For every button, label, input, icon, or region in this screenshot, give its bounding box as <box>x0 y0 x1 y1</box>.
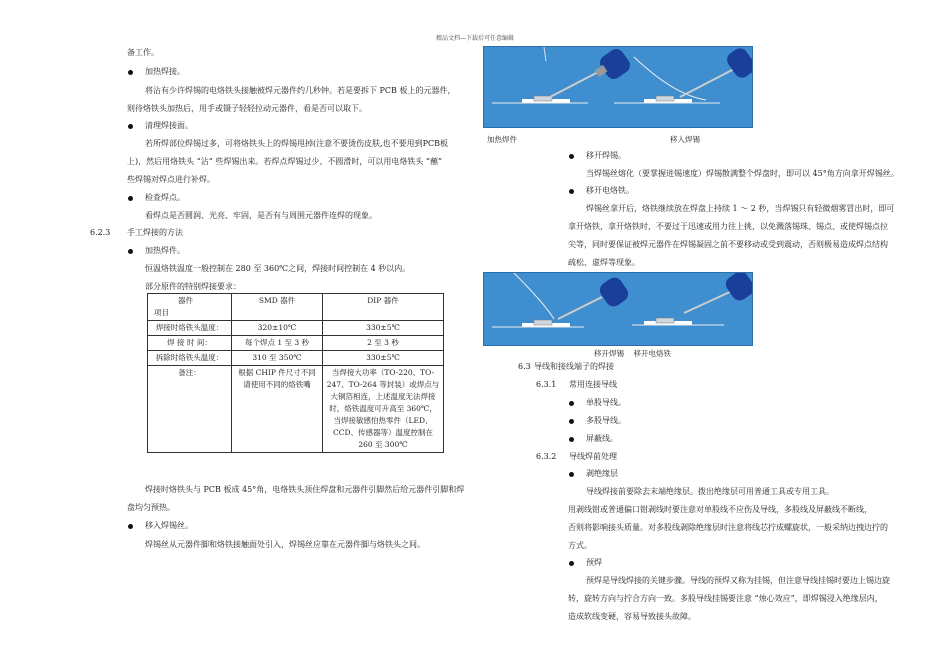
bullet <box>569 419 574 424</box>
table-row <box>148 294 444 321</box>
heat-part-title: 加热焊件。 <box>145 246 185 255</box>
table-header-dip: DIP 器件 <box>323 294 444 321</box>
table-cell-label: 焊接时烙铁头温度： <box>148 321 232 336</box>
bullet <box>128 196 133 201</box>
page-header: 精品文档---下载后可任意编辑 <box>435 35 515 42</box>
heat-text-1: 将沾有少许焊锡的电烙铁头接触被焊元器件约几秒钟。若是要拆下 PCB 板上的元器件， <box>145 86 456 95</box>
bullet <box>569 189 574 194</box>
bullet <box>128 524 133 529</box>
table-cell-label: 备注： <box>148 366 232 453</box>
section-title: 手工焊接的方法 <box>127 228 183 237</box>
clean-title: 清理焊接面。 <box>145 121 193 130</box>
heat-text-2: 则待烙铁头加热后，用手或镊子轻轻拉动元器件，看是否可以取下。 <box>127 104 367 113</box>
pre-tin-title: 预焊 <box>586 558 602 567</box>
table-cell: 2 至 3 秒 <box>323 336 444 351</box>
prep-end-text: 备工作。 <box>127 48 159 57</box>
section-6-3-1-title: 常用连接导线 <box>569 380 617 389</box>
section-number: 6.2.3 <box>90 228 111 237</box>
section-6-3-title: 导线和接线端子的焊接 <box>534 362 614 371</box>
bullet <box>569 154 574 159</box>
table-cell-label: 拆除时烙铁头温度： <box>148 351 232 366</box>
clean-text-3: 些焊锡对焊点进行补焊。 <box>127 175 215 184</box>
soldering-photo-remove <box>483 272 753 346</box>
bullet <box>569 472 574 477</box>
iron-out-text-3: 尖等，同时要保证被焊元器件在焊锡凝固之前不要移动或受到震动，否则极易造成焊点结构 <box>568 240 888 249</box>
table-row <box>148 351 444 366</box>
soldering-illustration <box>484 273 752 345</box>
table-header-smd: SMD 器件 <box>232 294 323 321</box>
check-text: 看焊点是否圆润、光亮、牢固，是否有与周围元器件连焊的现象。 <box>145 211 377 220</box>
section-6-3-number: 6.3 <box>518 362 531 371</box>
angle-text-1: 焊接时烙铁头与 PCB 板成 45°角，电烙铁头顶住焊盘和元器件引脚然后给元器件引脚和焊 <box>145 485 465 494</box>
caption-remove: 移开焊锡 移开电烙铁 <box>594 349 672 358</box>
table-cell: 当焊接大功率（TO-220、TO-247、TO-264 等封装）或焊点与大铜箔相连，上述温度无法焊接时，烙铁温度可升高至 360℃，当焊接敏感怕热零件（LED、CCD、传感器等）温度控制在 260 至 300℃ <box>323 366 444 453</box>
table-row <box>148 366 444 453</box>
iron-out-text-4: 疏松、虚焊等现象。 <box>568 258 640 267</box>
strip-text-1: 导线焊接前要除去末端绝缘层。拨出绝缘层可用普通工具或专用工具。 <box>586 487 834 496</box>
heat-part-text: 恒温烙铁温度一般控制在 280 至 360℃之间，焊接时间控制在 4 秒以内。 <box>145 264 411 273</box>
bullet <box>569 401 574 406</box>
wire-type-multi: 多股导线。 <box>586 416 626 425</box>
strip-title: 剥绝缘层 <box>586 469 618 478</box>
header-item-top: 器件 <box>178 296 193 305</box>
strip-text-2: 用剥线钳或普通偏口钳剥线时要注意对单股线不应伤及导线，多股线及屏蔽线不断线， <box>568 505 872 514</box>
pre-tin-text-2: 转，旋转方向与拧合方向一致。多股导线挂锡要注意 “烛心效应”，即焊锡浸入绝缘层内， <box>568 594 883 603</box>
strip-text-3: 否则将影响接头质量。对多股线剥除绝缘层时注意将线芯拧成螺旋状，一般采纳边拽边拧的 <box>568 523 888 532</box>
soldering-illustration <box>484 47 752 127</box>
section-6-3-2-title: 导线焊前处理 <box>569 452 617 461</box>
special-req-text: 部分原件的特别焊接要求： <box>145 282 241 291</box>
wire-type-single: 单股导线。 <box>586 398 626 407</box>
table-row <box>148 321 444 336</box>
iron-out-text-2: 拿开烙铁，拿开烙铁时，不要过于迅速或用力往上挑，以免溅落锡珠、锡点、或使焊锡点拉 <box>568 222 888 231</box>
move-in-text: 焊锡丝从元器件脚和烙铁接触面处引入，焊锡丝应靠在元器件脚与烙铁头之间。 <box>145 540 425 549</box>
header-item-bottom: 项目 <box>154 308 169 317</box>
wire-type-shielded: 屏蔽线。 <box>586 434 618 443</box>
pre-tin-text-1: 预焊是导线焊接的关键步骤。导线的预焊又称为挂锡，但注意导线挂锡时要边上锡边旋 <box>586 576 890 585</box>
clean-text-1: 若所焊部位焊锡过多，可将烙铁头上的焊锡甩掉(注意不要烫伤皮肤,也不要甩到PCB板 <box>145 139 449 148</box>
bullet <box>128 124 133 129</box>
table-header-cell <box>148 294 232 321</box>
heat-title: 加热焊接。 <box>145 67 185 76</box>
section-6-3-1-number: 6.3.1 <box>536 380 557 389</box>
clean-text-2: 上)，然后用烙铁头 “沾” 些焊锡出来。若焊点焊锡过少、不圆滑时，可以用电烙铁头 “蘸” <box>127 157 443 166</box>
table-cell: 根据 CHIP 件尺寸不同请使用不同的烙铁嘴 <box>232 366 323 453</box>
section-6-3-2-number: 6.3.2 <box>536 452 557 461</box>
table-cell: 330±5℃ <box>323 321 444 336</box>
move-out-title: 移开焊锡。 <box>586 151 626 160</box>
bullet <box>128 249 133 254</box>
table-row <box>148 336 444 351</box>
angle-text-2: 盘均匀预热。 <box>127 503 175 512</box>
table-cell: 330±5℃ <box>323 351 444 366</box>
pre-tin-text-3: 造成软线变硬，容易导致接头故障。 <box>568 612 696 621</box>
soldering-spec-table <box>147 293 444 453</box>
move-in-title: 移入焊锡丝。 <box>145 521 193 530</box>
bullet <box>128 70 133 75</box>
bullet <box>569 561 574 566</box>
table-cell-label: 焊 接 时 间： <box>148 336 232 351</box>
iron-out-text-1: 焊锡丝拿开后，烙铁继续放在焊盘上持续 1 ～ 2 秒，当焊锡只有轻微烟雾冒出时，即可 <box>586 204 895 213</box>
table-cell: 320±10℃ <box>232 321 323 336</box>
check-title: 检查焊点。 <box>145 193 185 202</box>
caption-feed: 移入焊锡 <box>670 135 700 144</box>
bullet <box>569 437 574 442</box>
soldering-photo-heat-and-feed <box>483 46 753 128</box>
strip-text-4: 方式。 <box>568 541 592 550</box>
table-cell: 每个焊点 1 至 3 秒 <box>232 336 323 351</box>
move-out-text: 当焊锡丝熔化（要掌握进锡速度）焊锡散满整个焊盘时，即可以 45°角方向拿开焊锡丝。 <box>586 169 899 178</box>
caption-heat: 加热焊件 <box>487 135 517 144</box>
table-cell: 310 至 350℃ <box>232 351 323 366</box>
iron-out-title: 移开电烙铁。 <box>586 186 634 195</box>
